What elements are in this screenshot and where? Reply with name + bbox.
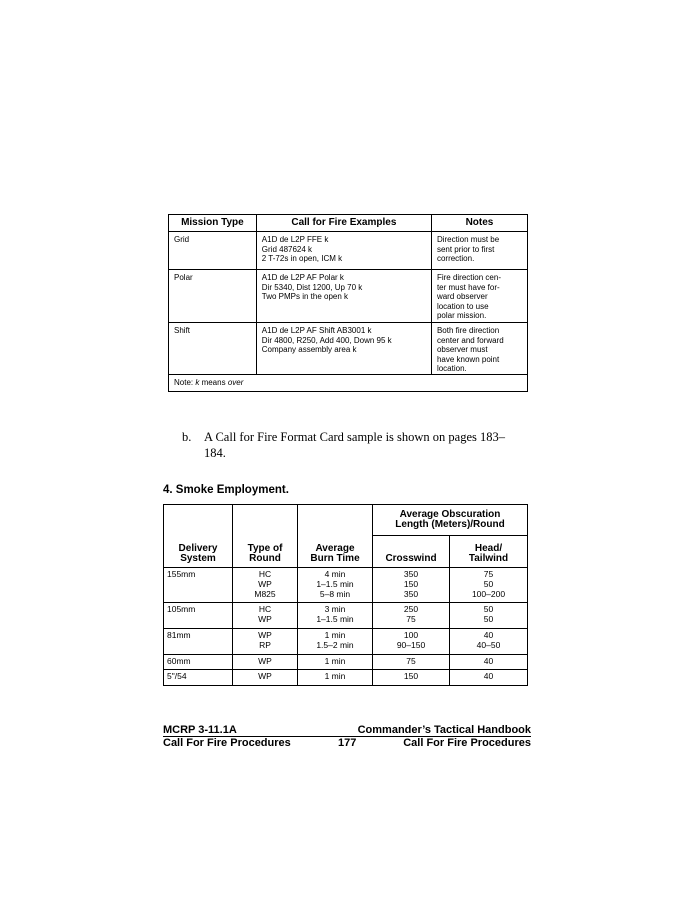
col-header-head-tailwind <box>450 536 528 568</box>
round-type-cell <box>233 654 298 670</box>
burn-time-cell <box>298 568 373 603</box>
col-header-delivery-system <box>164 505 233 568</box>
note-over: over <box>227 378 244 388</box>
cell-line: 1 min <box>324 671 346 682</box>
head-tailwind-cell <box>450 654 528 670</box>
header-line: Type of <box>247 543 283 554</box>
cell-line: 75 <box>406 655 416 666</box>
note-line: Fire direction cen- <box>436 273 501 282</box>
note-line: location. <box>436 364 467 374</box>
page-number: 177 <box>338 737 357 749</box>
smoke-table-body <box>164 568 528 686</box>
cell-line: 250 <box>403 604 419 615</box>
burn-time-cell <box>298 654 373 670</box>
footer-section-right: Call For Fire Procedures <box>403 737 531 749</box>
header-line: Tailwind <box>468 553 509 564</box>
note-means: means <box>199 378 228 388</box>
table-row <box>164 628 528 654</box>
example-line: A1D de L2P AF Polar k <box>261 273 344 282</box>
cell-line: WP <box>258 614 272 625</box>
examples-cell <box>256 323 431 375</box>
delivery-system-cell: 60mm <box>164 654 233 670</box>
head-tailwind-cell <box>450 603 528 629</box>
note-line: correction. <box>436 254 475 264</box>
table-row <box>169 232 528 270</box>
col-header-examples: Call for Fire Examples <box>256 215 431 232</box>
paragraph-label: b. <box>182 430 192 444</box>
call-for-fire-table <box>168 214 528 392</box>
example-line: Company assembly area k <box>261 345 357 355</box>
head-tailwind-cell <box>450 670 528 686</box>
col-header-crosswind: Crosswind <box>373 536 450 568</box>
cell-line: 3 min <box>324 604 346 615</box>
burn-time-cell <box>298 603 373 629</box>
note-line: location to use <box>436 301 489 311</box>
head-tailwind-cell <box>450 628 528 654</box>
header-line: System <box>180 553 216 564</box>
example-line: A1D de L2P AF Shift AB3001 k <box>261 326 372 335</box>
cell-line: WP <box>258 578 272 589</box>
table-row <box>169 270 528 323</box>
cell-line: 75 <box>406 614 416 625</box>
paragraph-text-line1: A Call for Fire Format Card sample is shown on pages 183– <box>204 430 506 444</box>
example-line: Dir 4800, R250, Add 400, Down 95 k <box>261 335 392 345</box>
header-line: Delivery <box>178 543 218 554</box>
notes-cell <box>431 270 527 323</box>
cell-line: 150 <box>403 578 419 589</box>
table-row <box>164 603 528 629</box>
note-line: ward observer <box>436 292 488 302</box>
header-line: Length (Meters)/Round <box>395 519 505 530</box>
paragraph-text-line2: 184. <box>204 445 226 460</box>
note-line: Direction must be <box>436 235 500 244</box>
col-header-type-of-round <box>233 505 298 568</box>
cell-line: 1.5–2 min <box>316 639 354 650</box>
table-note-row <box>169 375 528 392</box>
note-line: observer must <box>436 345 488 355</box>
col-header-burn-time <box>298 505 373 568</box>
cell-line: HC <box>258 604 272 615</box>
example-line: A1D de L2P FFE k <box>261 235 329 244</box>
cell-line: 100 <box>403 629 419 640</box>
cell-line: 5–8 min <box>319 588 351 599</box>
example-line: Dir 5340, Dist 1200, Up 70 k <box>261 282 363 292</box>
note-line: center and forward <box>436 335 504 345</box>
cell-line: 50 <box>483 578 494 589</box>
table-row <box>164 654 528 670</box>
table-row <box>164 568 528 603</box>
cell-line: 1–1.5 min <box>316 578 354 589</box>
burn-time-cell <box>298 670 373 686</box>
crosswind-cell <box>373 654 450 670</box>
crosswind-cell <box>373 628 450 654</box>
crosswind-cell <box>373 670 450 686</box>
table-row <box>164 670 528 686</box>
note-line: ter must have for- <box>436 282 500 292</box>
header-line: Average <box>315 543 355 554</box>
header-line: Average Obscuration <box>399 509 501 520</box>
cell-line: 350 <box>403 588 419 599</box>
cell-line: 1 min <box>324 655 346 666</box>
cell-line: WP <box>258 655 272 666</box>
header-line: Burn Time <box>310 553 360 564</box>
note-line: have known point <box>436 354 500 364</box>
note-k: k <box>195 378 200 388</box>
cell-line: 40 <box>483 655 494 666</box>
cell-line: 1–1.5 min <box>316 614 354 625</box>
note-line: sent prior to first <box>436 244 495 254</box>
cell-line: 350 <box>403 569 419 579</box>
cell-line: 75 <box>483 569 494 579</box>
col-header-obscuration <box>373 505 528 536</box>
col-header-mission-type: Mission Type <box>169 215 257 232</box>
notes-cell <box>431 232 527 270</box>
cell-line: HC <box>258 569 272 579</box>
header-line: Head/ <box>474 543 503 554</box>
example-line: Two PMPs in the open k <box>261 292 349 302</box>
example-line: Grid 487624 k <box>261 244 313 254</box>
mission-type-cell: Grid <box>169 232 257 270</box>
cell-line: M825 <box>254 588 276 599</box>
mission-type-cell: Polar <box>169 270 257 323</box>
table-header-row <box>169 215 528 232</box>
note-prefix: Note: <box>174 378 196 388</box>
round-type-cell <box>233 670 298 686</box>
cell-line: 100–200 <box>471 588 506 599</box>
head-tailwind-cell <box>450 568 528 603</box>
example-line: 2 T-72s in open, ICM k <box>261 254 343 264</box>
footer-line-2 <box>163 737 531 750</box>
note-line: polar mission. <box>436 311 487 321</box>
section-heading: 4. Smoke Employment. <box>163 484 289 496</box>
round-type-cell <box>233 568 298 603</box>
cell-line: WP <box>258 629 272 640</box>
crosswind-cell <box>373 568 450 603</box>
crosswind-cell <box>373 603 450 629</box>
delivery-system-cell: 5"/54 <box>164 670 233 686</box>
cell-line: 1 min <box>324 629 346 640</box>
table-header-row <box>164 505 528 536</box>
note-line: Both fire direction <box>436 326 500 335</box>
cell-line: 40 <box>483 671 494 682</box>
delivery-system-cell: 155mm <box>164 568 233 603</box>
cell-line: 50 <box>483 604 494 615</box>
header-line: Round <box>249 553 281 564</box>
notes-cell <box>431 323 527 375</box>
delivery-system-cell: 81mm <box>164 628 233 654</box>
delivery-system-cell: 105mm <box>164 603 233 629</box>
footer-handbook-title: Commander’s Tactical Handbook <box>357 724 531 736</box>
burn-time-cell <box>298 628 373 654</box>
cell-line: 90–150 <box>396 639 426 650</box>
paragraph-b <box>182 430 532 461</box>
cell-line: 40 <box>483 629 494 640</box>
col-header-notes: Notes <box>431 215 527 232</box>
round-type-cell <box>233 603 298 629</box>
table-row <box>169 323 528 375</box>
cell-line: WP <box>258 671 272 682</box>
cell-line: 150 <box>403 671 419 682</box>
mission-type-cell: Shift <box>169 323 257 375</box>
examples-cell <box>256 232 431 270</box>
smoke-employment-table <box>163 504 528 686</box>
cell-line: 4 min <box>324 569 346 579</box>
footer-doc-id: MCRP 3-11.1A <box>163 724 237 736</box>
table-note <box>169 375 528 392</box>
examples-cell <box>256 270 431 323</box>
round-type-cell <box>233 628 298 654</box>
cell-line: RP <box>259 639 271 650</box>
cell-line: 50 <box>483 614 494 625</box>
cell-line: 40–50 <box>476 639 501 650</box>
footer-section-left: Call For Fire Procedures <box>163 737 291 749</box>
